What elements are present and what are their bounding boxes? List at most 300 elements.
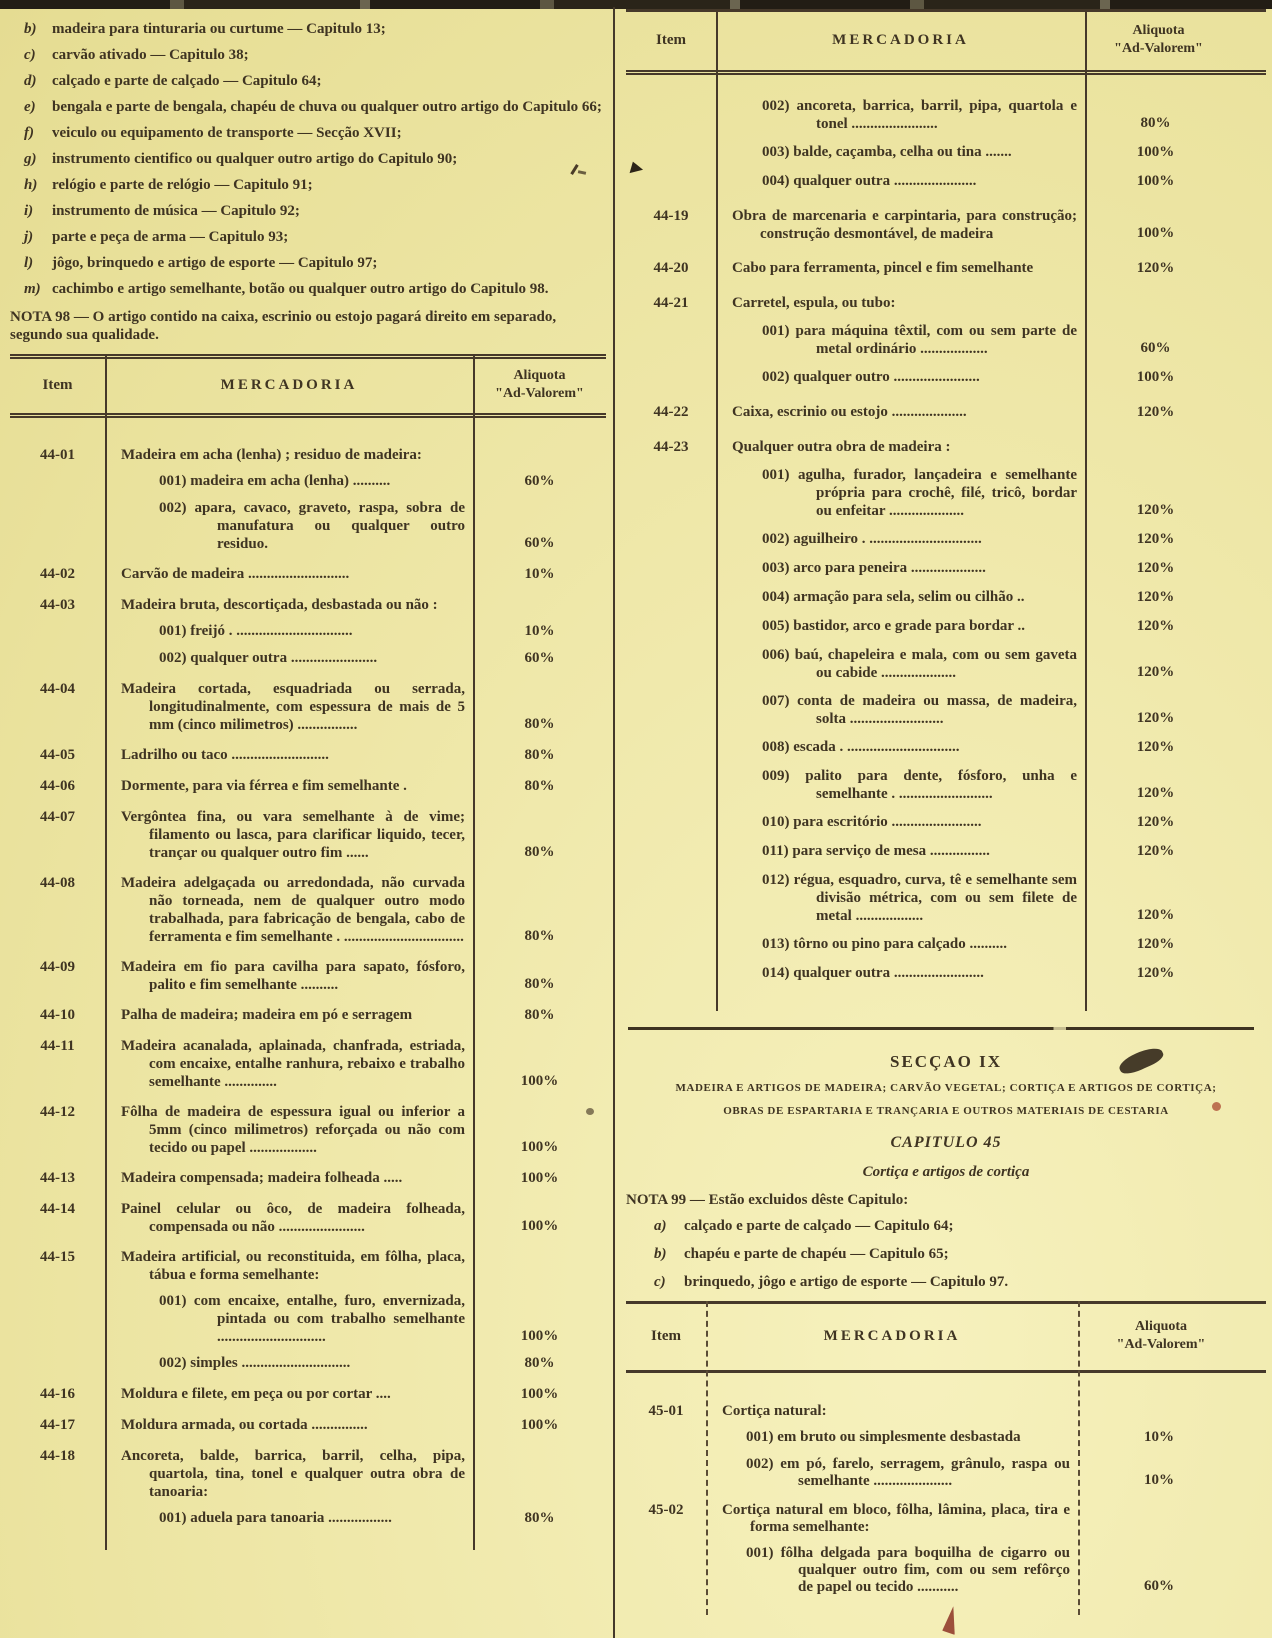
mercadoria-text: Madeira compensada; madeira folheada ..... bbox=[121, 1170, 403, 1186]
item-code bbox=[626, 559, 716, 578]
table-row bbox=[10, 1248, 606, 1284]
item-text: instrumento cientifico ou qualquer outro artigo do Capitulo 90; bbox=[52, 151, 458, 167]
item-text: bengala e parte de bengala, chapéu de chuva ou qualquer outro artigo do Capitulo 66; bbox=[52, 99, 602, 115]
nota-98 bbox=[10, 308, 606, 344]
right-column bbox=[626, 9, 1266, 1615]
item-code: 44-18 bbox=[40, 1448, 75, 1464]
item-letter: i) bbox=[24, 203, 34, 219]
sub-number: 001) bbox=[159, 623, 187, 639]
table-row bbox=[10, 680, 606, 734]
item-code: 44-15 bbox=[40, 1249, 75, 1265]
list-item bbox=[10, 254, 606, 272]
item-text: calçado e parte de calçado — Capitulo 64; bbox=[52, 73, 322, 89]
aliquota-value: 120% bbox=[1136, 589, 1175, 605]
mercadoria-text: 002) em pó, farelo, serragem, grânulo, raspa ou semelhante ..................... bbox=[746, 1456, 1070, 1489]
sub-number: 002) bbox=[159, 500, 187, 516]
mercadoria-text: 008) escada . .............................. bbox=[762, 739, 960, 755]
table-row bbox=[10, 596, 606, 614]
mercadoria-text: 002) apara, cavaco, graveto, raspa, sobra de manufatura ou qualquer outro residuo. bbox=[159, 500, 465, 552]
table-body bbox=[626, 75, 1266, 1011]
aliquota-value: 100% bbox=[520, 1218, 559, 1234]
aliquota-value: 80% bbox=[524, 1510, 555, 1526]
item-code bbox=[626, 935, 716, 954]
table-header bbox=[626, 9, 1266, 75]
mercadoria-text: 010) para escritório ........................ bbox=[762, 814, 982, 830]
item-text: instrumento de música — Capitulo 92; bbox=[52, 203, 300, 219]
aliquota-value bbox=[1085, 294, 1266, 312]
header-aliquota-line2: "Ad-Valorem" bbox=[1114, 41, 1203, 56]
mercadoria-text: Painel celular ou ôco, de madeira folheada, compensada ou não ....................... bbox=[121, 1201, 465, 1235]
mercadoria-text: Palha de madeira; madeira em pó e serragem bbox=[121, 1007, 413, 1023]
mercadoria-text: Cortiça natural: bbox=[722, 1403, 827, 1419]
item-text: brinquedo, jôgo e artigo de esporte — Capitulo 97. bbox=[684, 1274, 1009, 1290]
sub-number: 011) bbox=[762, 843, 789, 859]
item-letter: f) bbox=[24, 125, 34, 141]
sub-number: 002) bbox=[762, 531, 790, 547]
aliquota-value: 100% bbox=[520, 1417, 559, 1433]
mercadoria-text: Madeira acanalada, aplainada, chanfrada, estriada, com encaixe, entalhe ranhura, rebaixo e trabalho semelhante .............. bbox=[121, 1038, 465, 1090]
aliquota-value: 120% bbox=[1136, 260, 1175, 276]
item-code: 44-12 bbox=[40, 1104, 75, 1120]
sub-number: 002) bbox=[159, 1355, 187, 1371]
table-row bbox=[626, 368, 1266, 387]
section-subtitle-line2: OBRAS DE ESPARTARIA E TRANÇARIA E OUTROS MATERIAIS DE CESTARIA bbox=[723, 1105, 1169, 1117]
table-row bbox=[10, 808, 606, 862]
mercadoria-text: 002) qualquer outro ....................... bbox=[762, 369, 980, 385]
section-heading-block bbox=[626, 1052, 1266, 1291]
header-aliquota-line2: "Ad-Valorem" bbox=[1116, 1337, 1206, 1352]
ink-check-mark bbox=[571, 163, 587, 179]
item-code bbox=[626, 466, 716, 520]
list-item bbox=[10, 20, 606, 38]
sub-number: 009) bbox=[762, 768, 790, 784]
nota-98-label: NOTA 98 bbox=[10, 309, 71, 325]
aliquota-value: 120% bbox=[1136, 785, 1175, 801]
table-row bbox=[10, 1006, 606, 1025]
aliquota-value: 80% bbox=[524, 716, 555, 732]
mercadoria-text: Ancoreta, balde, barrica, barril, celha, pipa, quartola, tina, tonel e qualquer outra obra de tanoaria: bbox=[121, 1448, 465, 1500]
header-aliquota-line1: Aliquota bbox=[1134, 1319, 1188, 1334]
list-item bbox=[10, 46, 606, 64]
sub-number: 012) bbox=[762, 872, 790, 888]
item-text: veiculo ou equipamento de transporte — Secção XVII; bbox=[52, 125, 402, 141]
table-header bbox=[626, 1301, 1266, 1373]
mercadoria-text: 001) para máquina têxtil, com ou sem parte de metal ordinário .................. bbox=[762, 323, 1077, 357]
item-code bbox=[10, 472, 105, 491]
aliquota-value: 80% bbox=[524, 1007, 555, 1023]
mercadoria-text: Cortiça natural em bloco, fôlha, lâmina, placa, tira e forma semelhante: bbox=[722, 1502, 1070, 1535]
item-text: carvão ativado — Capitulo 38; bbox=[52, 47, 249, 63]
item-code: 44-14 bbox=[40, 1201, 75, 1217]
mercadoria-text: 001) madeira em acha (lenha) .......... bbox=[159, 473, 391, 489]
item-letter: m) bbox=[24, 281, 41, 297]
item-code bbox=[626, 738, 716, 757]
item-code bbox=[626, 1545, 706, 1596]
table-row bbox=[10, 1169, 606, 1188]
mercadoria-text: Qualquer outra obra de madeira : bbox=[732, 439, 951, 455]
table-row bbox=[10, 1447, 606, 1501]
item-code: 45-02 bbox=[648, 1502, 684, 1518]
mercadoria-text: 002) simples ............................. bbox=[159, 1355, 351, 1371]
item-code: 44-03 bbox=[40, 597, 75, 613]
table-row bbox=[10, 1200, 606, 1236]
header-item: Item bbox=[42, 376, 73, 393]
sub-number: 002) bbox=[762, 98, 790, 114]
item-code bbox=[10, 1292, 105, 1346]
aliquota-value: 100% bbox=[1136, 144, 1175, 160]
sub-number: 001) bbox=[762, 323, 790, 339]
list-item bbox=[10, 228, 606, 246]
header-aliquota bbox=[1078, 1318, 1266, 1354]
aliquota-value: 80% bbox=[524, 778, 555, 794]
mercadoria-text: Obra de marcenaria e carpintaria, para construção; construção desmontável, de madeira bbox=[732, 208, 1077, 242]
aliquota-value: 80% bbox=[524, 1355, 555, 1371]
aliquota-value: 120% bbox=[1136, 936, 1175, 952]
aliquota-value bbox=[473, 446, 606, 464]
header-mercadoria: MERCADORIA bbox=[220, 376, 358, 393]
aliquota-value: 60% bbox=[524, 473, 555, 489]
aliquota-value bbox=[1078, 1502, 1266, 1536]
item-letter: h) bbox=[24, 177, 38, 193]
table-row bbox=[626, 1429, 1266, 1447]
sub-number: 003) bbox=[762, 144, 790, 160]
sub-number: 002) bbox=[746, 1456, 774, 1472]
aliquota-value: 120% bbox=[1136, 814, 1175, 830]
item-code: 44-10 bbox=[40, 1007, 75, 1023]
item-code: 44-13 bbox=[40, 1170, 75, 1186]
aliquota-value: 120% bbox=[1136, 618, 1175, 634]
table-row bbox=[626, 813, 1266, 832]
aliquota-value bbox=[1078, 1403, 1266, 1420]
red-ink-dot bbox=[1212, 1102, 1221, 1111]
item-letter: c) bbox=[654, 1274, 666, 1290]
mercadoria-text: 011) para serviço de mesa ................ bbox=[762, 843, 990, 859]
table-row bbox=[626, 692, 1266, 728]
table-row bbox=[10, 746, 606, 765]
list-item bbox=[10, 98, 606, 116]
item-code bbox=[626, 871, 716, 925]
sub-number: 001) bbox=[159, 1293, 187, 1309]
sub-number: 006) bbox=[762, 647, 790, 663]
aliquota-value bbox=[473, 1447, 606, 1501]
item-letter: a) bbox=[654, 1218, 667, 1234]
aliquota-value: 120% bbox=[1136, 965, 1175, 981]
sub-number: 004) bbox=[762, 589, 790, 605]
chapter-exclusion-list bbox=[10, 20, 606, 298]
sub-number: 001) bbox=[159, 473, 187, 489]
mercadoria-text: 001) fôlha delgada para boquilha de cigarro ou qualquer outro fim, com ou sem refôrço de papel ou tecido ........... bbox=[746, 1545, 1070, 1595]
section-title: SECÇAO IX bbox=[890, 1052, 1002, 1071]
aliquota-value: 80% bbox=[524, 844, 555, 860]
table-row bbox=[626, 646, 1266, 682]
nota-99-block bbox=[626, 1191, 1266, 1291]
mercadoria-text: Madeira adelgaçada ou arredondada, não curvada não torneada, nem de qualquer outro modo trabalhada, para fabricação de bengala, cabo de ferramenta e fim semelhante . ................................ bbox=[121, 875, 465, 945]
header-item: Item bbox=[651, 1327, 681, 1344]
table-row bbox=[626, 259, 1266, 278]
item-text: chapéu e parte de chapéu — Capitulo 65; bbox=[684, 1246, 949, 1262]
item-text: calçado e parte de calçado — Capitulo 64; bbox=[684, 1218, 954, 1234]
table-row bbox=[626, 143, 1266, 162]
mercadoria-text: 003) balde, caçamba, celha ou tina ....... bbox=[762, 144, 1012, 160]
item-letter: e) bbox=[24, 99, 36, 115]
header-mercadoria: MERCADORIA bbox=[832, 31, 969, 48]
table-row bbox=[626, 1502, 1266, 1536]
item-code bbox=[10, 1509, 105, 1528]
list-item bbox=[626, 1217, 1266, 1235]
mercadoria-text: 006) baú, chapeleira e mala, com ou sem gaveta ou cabide .................... bbox=[762, 647, 1077, 681]
table-row bbox=[626, 438, 1266, 456]
item-letter: j) bbox=[24, 229, 34, 245]
item-text: madeira para tinturaria ou curtume — Capitulo 13; bbox=[52, 21, 386, 37]
mercadoria-text: 002) aguilheiro . .............................. bbox=[762, 531, 982, 547]
nota-99 bbox=[626, 1191, 1266, 1209]
item-code bbox=[626, 692, 716, 728]
nota-99-label: NOTA 99 bbox=[626, 1192, 687, 1208]
item-code: 44-01 bbox=[40, 447, 75, 463]
aliquota-value bbox=[473, 596, 606, 614]
item-letter: g) bbox=[24, 151, 37, 167]
table-row bbox=[626, 530, 1266, 549]
aliquota-value bbox=[473, 1248, 606, 1284]
mercadoria-text: Madeira cortada, esquadriada ou serrada, longitudinalmente, com espessura de mais de 5 mm (cinco milimetros) ................ bbox=[121, 681, 465, 733]
item-text: cachimbo e artigo semelhante, botão ou qualquer outro artigo do Capitulo 98. bbox=[52, 281, 549, 297]
sub-number: 008) bbox=[762, 739, 790, 755]
mercadoria-text: 001) em bruto ou simplesmente desbastada bbox=[746, 1429, 1021, 1445]
item-code bbox=[10, 622, 105, 641]
list-item bbox=[10, 72, 606, 90]
item-code bbox=[626, 588, 716, 607]
item-code bbox=[626, 322, 716, 358]
table-body bbox=[10, 418, 606, 1550]
table-row bbox=[10, 1037, 606, 1091]
item-code: 44-08 bbox=[40, 875, 75, 891]
table-row bbox=[626, 97, 1266, 133]
mercadoria-text: Carvão de madeira ........................... bbox=[121, 566, 350, 582]
item-code bbox=[626, 97, 716, 133]
table-row bbox=[626, 1456, 1266, 1490]
sub-number: 001) bbox=[746, 1545, 774, 1561]
aliquota-value: 80% bbox=[524, 976, 555, 992]
chapter-exclusion-list bbox=[626, 1217, 1266, 1291]
sub-number: 002) bbox=[762, 369, 790, 385]
mercadoria-text: 001) aduela para tanoaria ................. bbox=[159, 1510, 392, 1526]
header-aliquota-line1: Aliquota bbox=[513, 368, 566, 383]
aliquota-value: 120% bbox=[1136, 531, 1175, 547]
table-row bbox=[10, 1416, 606, 1435]
aliquota-value: 120% bbox=[1136, 560, 1175, 576]
item-code: 44-21 bbox=[653, 295, 689, 311]
mercadoria-text: Madeira em acha (lenha) ; residuo de madeira: bbox=[121, 447, 422, 463]
aliquota-value: 100% bbox=[520, 1170, 559, 1186]
table-row bbox=[626, 294, 1266, 312]
item-code: 44-19 bbox=[653, 208, 689, 224]
item-code: 44-05 bbox=[40, 747, 75, 763]
chapter-title: CAPITULO 45 bbox=[890, 1134, 1002, 1151]
item-code bbox=[626, 964, 716, 983]
item-code: 44-17 bbox=[40, 1417, 75, 1433]
table-row bbox=[626, 617, 1266, 636]
item-code bbox=[626, 617, 716, 636]
table-row bbox=[626, 871, 1266, 925]
item-code bbox=[626, 143, 716, 162]
item-code bbox=[626, 646, 716, 682]
table-row bbox=[10, 1103, 606, 1157]
mercadoria-text: Carretel, espula, ou tubo: bbox=[732, 295, 896, 311]
aliquota-value: 120% bbox=[1136, 710, 1175, 726]
aliquota-value: 10% bbox=[1144, 1472, 1174, 1488]
mercadoria-text: Cabo para ferramenta, pincel e fim semelhante bbox=[732, 260, 1034, 276]
aliquota-value: 100% bbox=[1136, 173, 1175, 189]
aliquota-value: 100% bbox=[1136, 369, 1175, 385]
item-text: relógio e parte de relógio — Capitulo 91; bbox=[52, 177, 313, 193]
item-code bbox=[10, 1354, 105, 1373]
aliquota-value: 100% bbox=[520, 1328, 559, 1344]
item-code bbox=[626, 813, 716, 832]
list-item bbox=[10, 280, 606, 298]
item-code bbox=[626, 530, 716, 549]
item-code: 44-04 bbox=[40, 681, 75, 697]
sub-number: 013) bbox=[762, 936, 790, 952]
table-row bbox=[10, 777, 606, 796]
mercadoria-text: 002) qualquer outra ....................... bbox=[159, 650, 378, 666]
item-code bbox=[10, 649, 105, 668]
sub-number: 001) bbox=[159, 1510, 187, 1526]
aliquota-value: 60% bbox=[1140, 340, 1171, 356]
header-aliquota-line2: "Ad-Valorem" bbox=[495, 386, 584, 401]
chapter-subtitle: Cortiça e artigos de cortiça bbox=[862, 1164, 1030, 1180]
table-row bbox=[10, 472, 606, 491]
sub-number: 003) bbox=[762, 560, 790, 576]
aliquota-value: 120% bbox=[1136, 664, 1175, 680]
table-row bbox=[10, 446, 606, 464]
mercadoria-text: 001) agulha, furador, lançadeira e semelhante própria para crochê, filé, tricô, bordar ou enfeitar .................... bbox=[762, 467, 1077, 519]
sub-number: 001) bbox=[746, 1429, 774, 1445]
section-separator-rule bbox=[628, 1027, 1254, 1030]
table-body bbox=[626, 1373, 1266, 1615]
aliquota-value: 100% bbox=[520, 1139, 559, 1155]
aliquota-value: 60% bbox=[524, 535, 555, 551]
table-row bbox=[626, 842, 1266, 861]
aliquota-value: 100% bbox=[520, 1386, 559, 1402]
aliquota-value: 120% bbox=[1136, 843, 1175, 859]
table-row bbox=[10, 499, 606, 553]
table-row bbox=[626, 172, 1266, 191]
aliquota-value: 80% bbox=[1140, 115, 1171, 131]
table-row bbox=[10, 1292, 606, 1346]
header-item: Item bbox=[656, 31, 686, 48]
table-row bbox=[626, 559, 1266, 578]
aliquota-value: 10% bbox=[524, 566, 555, 582]
table-row bbox=[10, 649, 606, 668]
item-code bbox=[626, 368, 716, 387]
item-text: parte e peça de arma — Capitulo 93; bbox=[52, 229, 289, 245]
table-row bbox=[10, 874, 606, 946]
item-code: 44-02 bbox=[40, 566, 75, 582]
aliquota-value: 10% bbox=[524, 623, 555, 639]
aliquota-value: 120% bbox=[1136, 404, 1175, 420]
item-letter: c) bbox=[24, 47, 36, 63]
table-row bbox=[10, 565, 606, 584]
aliquota-value: 10% bbox=[1144, 1429, 1174, 1445]
mercadoria-text: Moldura e filete, em peça ou por cortar .... bbox=[121, 1386, 391, 1402]
aliquota-value: 80% bbox=[524, 747, 555, 763]
mercadoria-text: 013) tôrno ou pino para calçado .......... bbox=[762, 936, 1008, 952]
sub-number: 005) bbox=[762, 618, 790, 634]
header-aliquota-line1: Aliquota bbox=[1132, 23, 1185, 38]
table-row bbox=[10, 958, 606, 994]
table-row bbox=[626, 207, 1266, 243]
tariff-table-ch45 bbox=[626, 1301, 1266, 1615]
aliquota-value: 120% bbox=[1136, 907, 1175, 923]
mercadoria-text: Madeira bruta, descortiçada, desbastada ou não : bbox=[121, 597, 438, 613]
item-code bbox=[10, 499, 105, 553]
table-row bbox=[626, 322, 1266, 358]
mercadoria-text: 003) arco para peneira .................... bbox=[762, 560, 986, 576]
aliquota-value: 100% bbox=[1136, 225, 1175, 241]
nota-98-text: — O artigo contido na caixa, escrinio ou estojo pagará direito em separado, segundo sua qualidade. bbox=[10, 309, 557, 343]
nota-99-text: — Estão excluidos dêste Capitulo: bbox=[689, 1192, 909, 1208]
sub-number: 004) bbox=[762, 173, 790, 189]
item-code bbox=[626, 842, 716, 861]
mercadoria-text: Madeira em fio para cavilha para sapato, fósforo, palito e fim semelhante .......... bbox=[121, 959, 465, 993]
table-row bbox=[626, 1403, 1266, 1420]
sub-number: 010) bbox=[762, 814, 790, 830]
mercadoria-text: 007) conta de madeira ou massa, de madeira, solta ......................... bbox=[762, 693, 1077, 727]
tariff-table-ch44-right bbox=[626, 9, 1266, 1011]
item-code: 44-06 bbox=[40, 778, 75, 794]
mercadoria-text: Fôlha de madeira de espessura igual ou inferior a 5mm (cinco milimetros) reforçada ou não com tecido ou papel .................. bbox=[121, 1104, 465, 1156]
aliquota-value: 120% bbox=[1136, 502, 1175, 518]
aliquota-value: 120% bbox=[1136, 739, 1175, 755]
aliquota-value: 100% bbox=[520, 1073, 559, 1089]
table-row bbox=[626, 466, 1266, 520]
mercadoria-text: 009) palito para dente, fósforo, unha e semelhante . ......................... bbox=[762, 768, 1077, 802]
column-divider-rule bbox=[613, 7, 615, 1638]
table-header bbox=[10, 354, 606, 418]
item-letter: l) bbox=[24, 255, 34, 271]
mercadoria-text: Ladrilho ou taco .......................... bbox=[121, 747, 329, 763]
aliquota-value: 60% bbox=[524, 650, 555, 666]
item-code bbox=[626, 1429, 706, 1447]
sub-number: 007) bbox=[762, 693, 790, 709]
mercadoria-text: Vergôntea fina, ou vara semelhante à de vime; filamento ou lasca, para clarificar liquido, tecer, trançar ou qualquer outro fim ...... bbox=[121, 809, 465, 861]
left-column bbox=[10, 20, 606, 1550]
item-code: 44-23 bbox=[653, 439, 689, 455]
sub-number: 014) bbox=[762, 965, 790, 981]
table-row bbox=[10, 1509, 606, 1528]
list-item bbox=[10, 176, 606, 194]
aliquota-value: 80% bbox=[524, 928, 555, 944]
item-code: 44-11 bbox=[40, 1038, 75, 1054]
list-item bbox=[626, 1273, 1266, 1291]
table-row bbox=[626, 767, 1266, 803]
mercadoria-text: Caixa, escrinio ou estojo .................... bbox=[732, 404, 967, 420]
list-item bbox=[10, 202, 606, 220]
table-row bbox=[10, 1354, 606, 1373]
mercadoria-text: 014) qualquer outra ........................ bbox=[762, 965, 984, 981]
list-item bbox=[10, 124, 606, 142]
header-mercadoria: MERCADORIA bbox=[823, 1327, 961, 1344]
table-row bbox=[626, 935, 1266, 954]
item-code: 44-20 bbox=[653, 260, 689, 276]
sub-number: 002) bbox=[159, 650, 187, 666]
item-letter: d) bbox=[24, 73, 37, 89]
mercadoria-text: 001) com encaixe, entalhe, furo, envernizada, pintada ou com trabalho semelhante ............................. bbox=[159, 1293, 465, 1345]
mercadoria-text: 005) bastidor, arco e grade para bordar .. bbox=[762, 618, 1026, 634]
section-subtitle-line1: MADEIRA E ARTIGOS DE MADEIRA; CARVÃO VEGETAL; CORTIÇA E ARTIGOS DE CORTIÇA; bbox=[675, 1082, 1217, 1094]
list-item bbox=[626, 1245, 1266, 1263]
item-code bbox=[626, 1456, 706, 1490]
